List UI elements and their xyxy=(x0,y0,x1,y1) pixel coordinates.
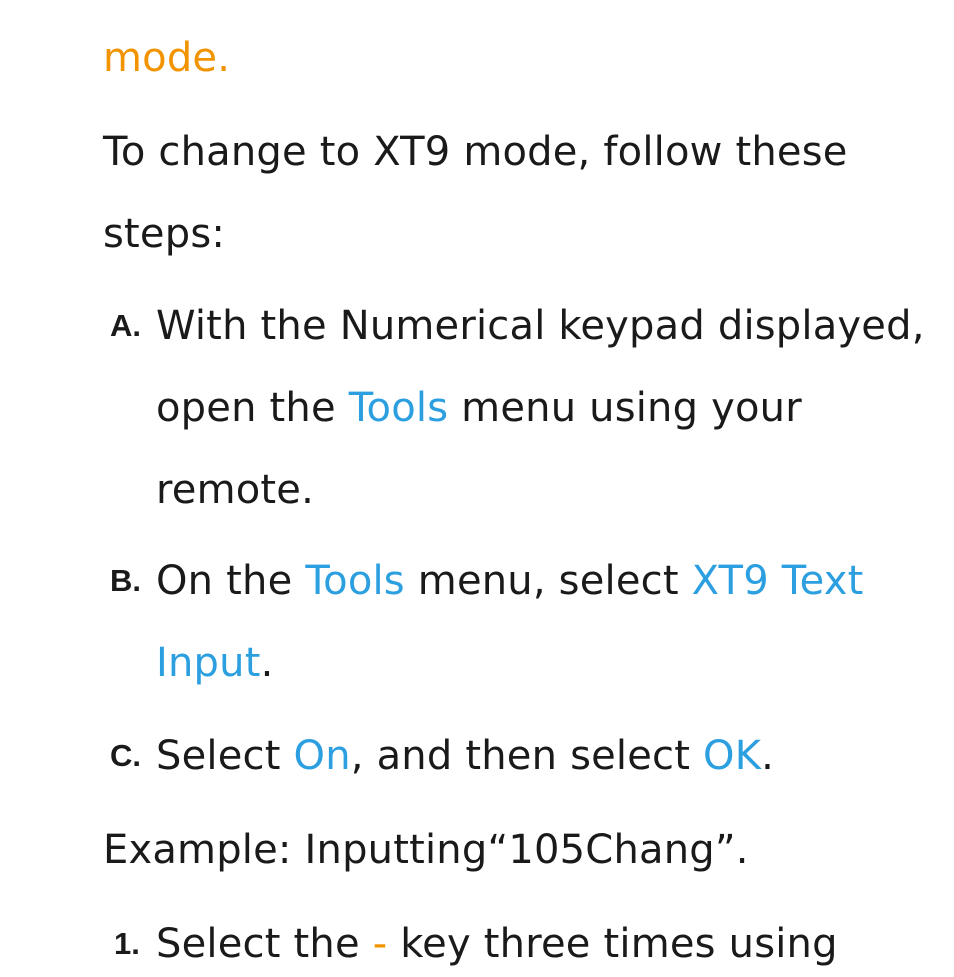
intro-paragraph-line-2: steps: xyxy=(103,211,226,257)
step-b-line-2 xyxy=(156,639,274,687)
numbered-step-1-line xyxy=(156,920,838,968)
step-a-line-2-pre: open the xyxy=(156,385,349,431)
input-term: Input xyxy=(156,640,261,686)
numbered-step-1-post: key three times using xyxy=(387,921,838,967)
step-a-line-2-post: menu using your xyxy=(448,385,802,431)
step-b-line-1-mid: menu, select xyxy=(404,558,692,604)
step-a-line-2 xyxy=(156,384,802,432)
tools-menu-term: Tools xyxy=(348,385,449,431)
mode-word: mode. xyxy=(103,35,231,81)
numbered-step-1-pre: Select the xyxy=(156,921,373,967)
example-heading: Example: Inputting“105Chang”. xyxy=(103,827,749,873)
step-a-line-3: remote. xyxy=(156,467,315,513)
dash-key-term: - xyxy=(372,921,388,967)
step-b-line-1 xyxy=(156,557,863,605)
on-term: On xyxy=(293,733,351,779)
step-b-line-2-post: . xyxy=(260,640,274,686)
numbered-step-1-marker: 1. xyxy=(114,926,140,961)
step-b-line-1-pre: On the xyxy=(156,558,306,604)
step-c-marker: C. xyxy=(110,738,141,773)
step-c-line-1-pre: Select xyxy=(156,733,294,779)
intro-paragraph-line-1: To change to XT9 mode, follow these xyxy=(103,129,848,175)
xt9-text-term: XT9 Text xyxy=(691,558,864,604)
step-b-marker: B. xyxy=(110,563,141,598)
step-a-marker: A. xyxy=(110,308,141,343)
step-c-line-1 xyxy=(156,732,774,780)
ok-term: OK xyxy=(703,733,762,779)
tools-menu-term: Tools xyxy=(305,558,405,604)
step-c-line-1-mid: , and then select xyxy=(350,733,704,779)
step-c-line-1-post: . xyxy=(761,733,775,779)
step-a-line-1: With the Numerical keypad displayed, xyxy=(156,303,925,349)
